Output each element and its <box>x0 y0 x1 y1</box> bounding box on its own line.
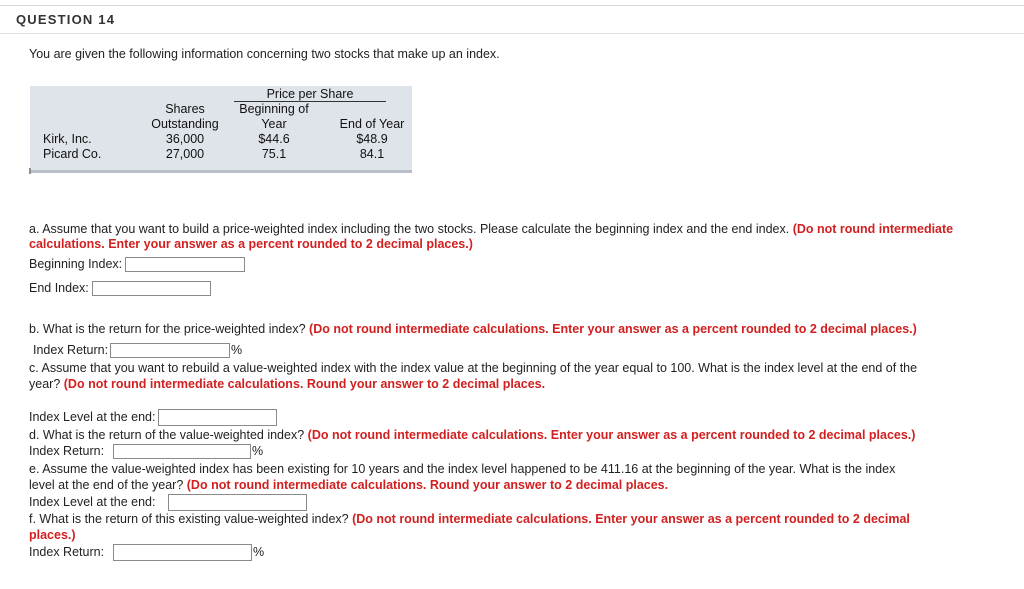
part-e-question-cont: level at the end of the year? (Do not round intermediate calculations. Round your answer to 2 decimal places. <box>29 478 669 492</box>
part-e-question: e. Assume the value-weighted index has been existing for 10 years and the index level happened to be 411.16 at the beginning of the year. What is the index <box>29 462 896 476</box>
row-picard-end: 84.1 <box>359 147 385 161</box>
header-shares-2: Outstanding <box>151 117 219 131</box>
part-c-question-cont: year? (Do not round intermediate calculations. Round your answer to 2 decimal places. <box>29 377 546 391</box>
row-picard-begin: 75.1 <box>261 147 287 161</box>
row-picard-name: Picard Co. <box>43 147 102 161</box>
end-index-input[interactable] <box>92 281 211 296</box>
top-divider <box>0 5 1024 6</box>
table-corner-mark <box>29 168 31 174</box>
part-d-index-return-input[interactable] <box>113 444 251 459</box>
header-end-of-year: End of Year <box>339 117 405 131</box>
part-a-note: calculations. Enter your answer as a percent rounded to 2 decimal places.) <box>29 237 473 251</box>
end-index-label: End Index: <box>29 281 89 295</box>
part-b-question: b. What is the return for the price-weighted index? (Do not round intermediate calculations. Enter your answer as a percent rounded to 2 decimal places.) <box>29 322 917 336</box>
row-kirk-shares: 36,000 <box>165 132 205 146</box>
title-divider <box>0 33 1024 34</box>
part-f-index-return-label: Index Return: <box>29 545 105 559</box>
part-e-index-level-label: Index Level at the end: <box>29 495 156 509</box>
part-d-index-return-label: Index Return: <box>29 444 105 458</box>
part-b-index-return-input[interactable] <box>110 343 230 358</box>
part-c-question: c. Assume that you want to rebuild a value-weighted index with the index value at the beginning of the year equal to 100. What is the index level at the end of the <box>29 361 918 375</box>
row-picard-shares: 27,000 <box>165 147 205 161</box>
intro-text: You are given the following information concerning two stocks that make up an index. <box>29 47 500 61</box>
table-bottom-border <box>30 170 412 173</box>
row-kirk-end: $48.9 <box>356 132 388 146</box>
part-f-percent-sign: % <box>253 545 265 559</box>
part-d-percent-sign: % <box>252 444 264 458</box>
part-e-index-level-input[interactable] <box>168 494 307 511</box>
part-b-index-return-label: Index Return: <box>33 343 109 357</box>
part-c-index-level-label: Index Level at the end: <box>29 410 156 424</box>
header-shares-1: Shares <box>165 102 205 116</box>
beginning-index-label: Beginning Index: <box>29 257 123 271</box>
part-f-question: f. What is the return of this existing value-weighted index? (Do not round intermediate calculations. Enter your answer as a percent rounded to 2 decimal <box>29 512 910 526</box>
beginning-index-input[interactable] <box>125 257 245 272</box>
header-begin-2: Year <box>261 117 287 131</box>
row-kirk-name: Kirk, Inc. <box>43 132 92 146</box>
header-price-per-share: Price per Share <box>266 87 354 101</box>
part-f-note: places.) <box>29 528 76 542</box>
question-title: QUESTION 14 <box>16 12 116 27</box>
part-d-question: d. What is the return of the value-weighted index? (Do not round intermediate calculations. Enter your answer as a percent rounded to 2 decimal places.) <box>29 428 916 442</box>
row-kirk-begin: $44.6 <box>258 132 290 146</box>
header-begin-1: Beginning of <box>239 102 309 116</box>
part-c-index-level-input[interactable] <box>158 409 277 426</box>
part-a-question: a. Assume that you want to build a price-weighted index including the two stocks. Please calculate the beginning index and the end index. (Do not round intermediate <box>29 222 954 236</box>
part-b-percent-sign: % <box>231 343 243 357</box>
part-f-index-return-input[interactable] <box>113 544 252 561</box>
